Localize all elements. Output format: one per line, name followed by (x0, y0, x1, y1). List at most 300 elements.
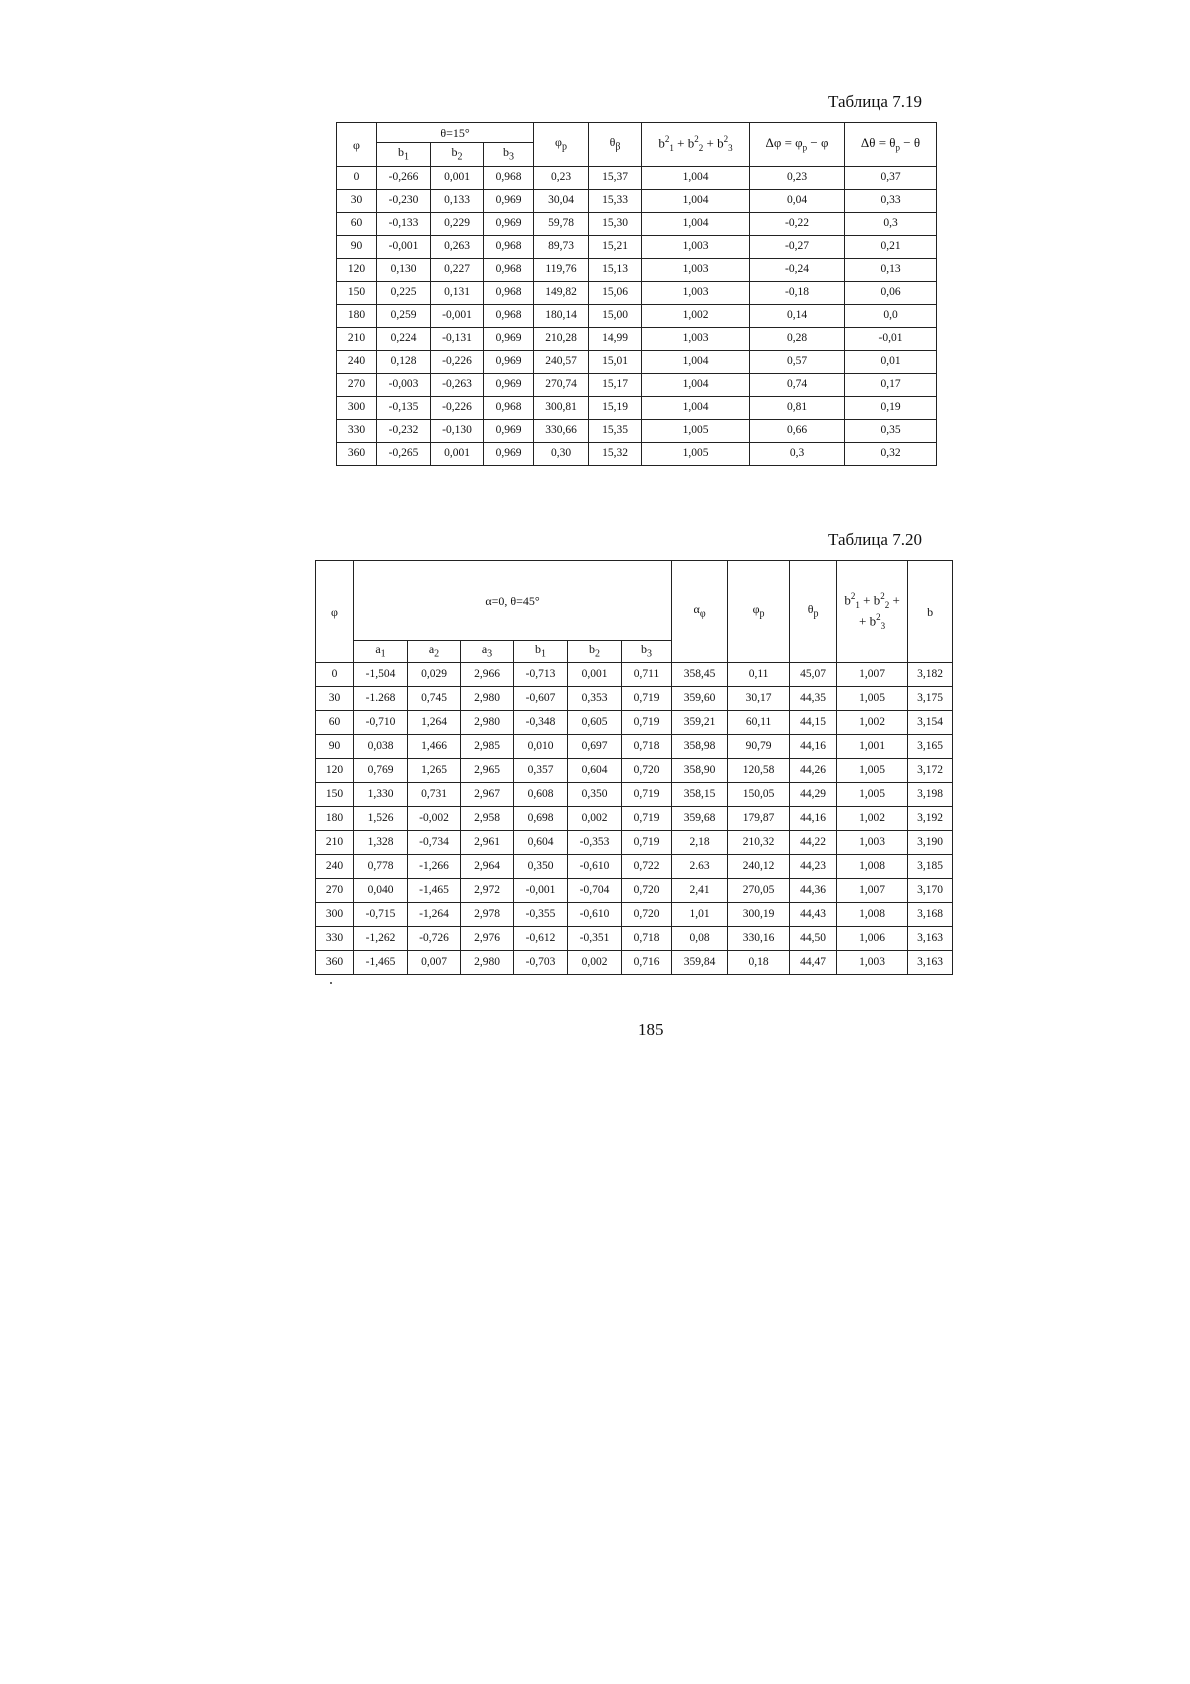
table-cell: 0,040 (354, 879, 408, 903)
table-cell: 0,21 (845, 236, 937, 259)
table-cell: 0,133 (431, 190, 484, 213)
table-cell: 1,003 (642, 282, 750, 305)
table-cell: 0,010 (514, 735, 568, 759)
table-cell: 359,21 (672, 711, 728, 735)
table-row (337, 374, 937, 397)
table-row (337, 259, 937, 282)
b2-header: $b_2$ (568, 641, 622, 663)
table-cell: 0,28 (750, 328, 845, 351)
table-row (316, 783, 953, 807)
table-cell: 120 (316, 759, 354, 783)
table-cell: 0,001 (431, 167, 484, 190)
table-cell: 1,003 (642, 259, 750, 282)
table-cell: -0,734 (408, 831, 461, 855)
table-cell: -0,353 (568, 831, 622, 855)
table-cell: 1,005 (837, 687, 908, 711)
table-cell: 240,57 (534, 351, 589, 374)
table-cell: 1,007 (837, 879, 908, 903)
table-cell: 2,964 (461, 855, 514, 879)
table-cell: 0,969 (484, 190, 534, 213)
table-cell: -0,001 (377, 236, 431, 259)
table-cell: -0,704 (568, 879, 622, 903)
table-cell: 300,81 (534, 397, 589, 420)
table-cell: 15,00 (589, 305, 642, 328)
table-cell: 44,50 (790, 927, 837, 951)
table-cell: 0,769 (354, 759, 408, 783)
table-cell: 2,985 (461, 735, 514, 759)
table-cell: 270 (337, 374, 377, 397)
table-cell: 0,32 (845, 443, 937, 466)
table-cell: 0,350 (568, 783, 622, 807)
table-cell: 210 (316, 831, 354, 855)
table-cell: 0,08 (672, 927, 728, 951)
table-cell: 0,13 (845, 259, 937, 282)
table-cell: 0,969 (484, 443, 534, 466)
table-cell: -0,001 (514, 879, 568, 903)
table-row (316, 687, 953, 711)
table-cell: 44,15 (790, 711, 837, 735)
table-cell: 1,002 (642, 305, 750, 328)
table-cell: 0,002 (568, 807, 622, 831)
table-cell: 270,74 (534, 374, 589, 397)
table-cell: 30,17 (728, 687, 790, 711)
table-row (337, 351, 937, 374)
table-cell: 0,698 (514, 807, 568, 831)
table-cell: 3,154 (908, 711, 953, 735)
table-cell: 15,37 (589, 167, 642, 190)
table-cell: 1,001 (837, 735, 908, 759)
table-cell: 2,980 (461, 951, 514, 975)
table-cell: 0,04 (750, 190, 845, 213)
table-row (337, 190, 937, 213)
table-cell: 0,81 (750, 397, 845, 420)
theta-group-header: θ=15° (377, 123, 534, 143)
table-cell: 0,128 (377, 351, 431, 374)
table-cell: 0,33 (845, 190, 937, 213)
table-cell: 44,43 (790, 903, 837, 927)
table-cell: 300 (337, 397, 377, 420)
table-cell: -1.268 (354, 687, 408, 711)
table-cell: 330,16 (728, 927, 790, 951)
table-cell: 2,966 (461, 663, 514, 687)
table-cell: 2,41 (672, 879, 728, 903)
table-cell: 0,130 (377, 259, 431, 282)
table-cell: 358,90 (672, 759, 728, 783)
table-row (316, 711, 953, 735)
table-cell: 1,004 (642, 213, 750, 236)
table-cell: 0,18 (728, 951, 790, 975)
table-cell: 0,66 (750, 420, 845, 443)
table-cell: 1,004 (642, 374, 750, 397)
table-cell: -0,001 (431, 305, 484, 328)
table-cell: 1,007 (837, 663, 908, 687)
table-cell: -0,726 (408, 927, 461, 951)
table-cell: 60 (337, 213, 377, 236)
table-cell: 240 (316, 855, 354, 879)
table-cell: 1,003 (837, 951, 908, 975)
table-cell: 330 (316, 927, 354, 951)
table-cell: 90,79 (728, 735, 790, 759)
table-cell: 120,58 (728, 759, 790, 783)
table-cell: 3,168 (908, 903, 953, 927)
table-cell: 44,35 (790, 687, 837, 711)
table-cell: 60 (316, 711, 354, 735)
table-cell: 15,30 (589, 213, 642, 236)
delta-theta-header: $\Delta\theta = \theta_p - \theta$ (845, 123, 937, 167)
table-row (337, 305, 937, 328)
table-cell: -0,263 (431, 374, 484, 397)
table-cell: 0,718 (622, 927, 672, 951)
page-number: 185 (638, 1020, 664, 1039)
table-cell: 1,526 (354, 807, 408, 831)
table-cell: 15,19 (589, 397, 642, 420)
table-cell: 300,19 (728, 903, 790, 927)
table-row (316, 831, 953, 855)
table-cell: 359,60 (672, 687, 728, 711)
table-cell: 1,005 (642, 420, 750, 443)
table-cell: -0,130 (431, 420, 484, 443)
table-cell: 45,07 (790, 663, 837, 687)
table-cell: -0,18 (750, 282, 845, 305)
table-cell: 300 (316, 903, 354, 927)
table-cell: 0,224 (377, 328, 431, 351)
table-cell: 30,04 (534, 190, 589, 213)
table-cell: 210,28 (534, 328, 589, 351)
b2-header: $b_2$ (431, 143, 484, 167)
table-cell: 2,976 (461, 927, 514, 951)
phip-header: $\varphi_p$ (728, 561, 790, 663)
table-cell: 240 (337, 351, 377, 374)
table-cell: 0,30 (534, 443, 589, 466)
table-cell: 3,172 (908, 759, 953, 783)
table-cell: 2,980 (461, 711, 514, 735)
sum-squares-header: $b^2_1 + b^2_2 + b^2_3$ (642, 123, 750, 167)
table-cell: 3,163 (908, 951, 953, 975)
table-cell: 0,131 (431, 282, 484, 305)
table-cell: 0,697 (568, 735, 622, 759)
table-7-19-caption: Таблица 7.19 (828, 92, 922, 111)
table-cell: 44,16 (790, 735, 837, 759)
table-cell: 0,57 (750, 351, 845, 374)
table-cell: 0,029 (408, 663, 461, 687)
a1-header: $a_1$ (354, 641, 408, 663)
table-cell: 358,98 (672, 735, 728, 759)
table-cell: 0,259 (377, 305, 431, 328)
table-cell: 150 (316, 783, 354, 807)
table-cell: -0,351 (568, 927, 622, 951)
table-cell: 2,967 (461, 783, 514, 807)
table-cell: 15,17 (589, 374, 642, 397)
table-cell: 14,99 (589, 328, 642, 351)
table-cell: 0,968 (484, 397, 534, 420)
table-cell: -0,610 (568, 903, 622, 927)
table-cell: 180 (316, 807, 354, 831)
table-cell: 1,330 (354, 783, 408, 807)
table-cell: -0,266 (377, 167, 431, 190)
b1-header: $b_1$ (377, 143, 431, 167)
table-7-19 (336, 122, 937, 466)
table-cell: 0,969 (484, 351, 534, 374)
table-cell: 0,17 (845, 374, 937, 397)
table-cell: 3,192 (908, 807, 953, 831)
table-cell: 0,711 (622, 663, 672, 687)
table-row (337, 420, 937, 443)
table-cell: 240,12 (728, 855, 790, 879)
table-cell: 90 (337, 236, 377, 259)
table-cell: 3,163 (908, 927, 953, 951)
table-row (337, 213, 937, 236)
table-cell: 3,182 (908, 663, 953, 687)
table-cell: 1,005 (642, 443, 750, 466)
table-cell: -0,01 (845, 328, 937, 351)
table-cell: -0,232 (377, 420, 431, 443)
table-cell: 0,353 (568, 687, 622, 711)
table-cell: 0,11 (728, 663, 790, 687)
table-cell: 0,731 (408, 783, 461, 807)
table-cell: 210,32 (728, 831, 790, 855)
table-cell: -1,465 (408, 879, 461, 903)
a2-header: $a_2$ (408, 641, 461, 663)
thetap-header: $\theta_\beta$ (589, 123, 642, 167)
table-row (316, 759, 953, 783)
table-cell: 2,978 (461, 903, 514, 927)
table-cell: 0,14 (750, 305, 845, 328)
table-row (337, 397, 937, 420)
table-cell: 0,01 (845, 351, 937, 374)
table-7-20 (315, 560, 953, 975)
table-cell: 0,968 (484, 259, 534, 282)
table-row (337, 282, 937, 305)
table-cell: 1,003 (642, 236, 750, 259)
table-cell: 270,05 (728, 879, 790, 903)
table-cell: 358,15 (672, 783, 728, 807)
table-cell: 0,007 (408, 951, 461, 975)
table-cell: 119,76 (534, 259, 589, 282)
table-cell: 59,78 (534, 213, 589, 236)
table-cell: 180 (337, 305, 377, 328)
table-cell: 0,968 (484, 305, 534, 328)
alphap-header: $\alpha_\varphi$ (672, 561, 728, 663)
table-cell: 0,745 (408, 687, 461, 711)
table-cell: 0,23 (534, 167, 589, 190)
a3-header: $a_3$ (461, 641, 514, 663)
table-cell: 15,21 (589, 236, 642, 259)
table-row (316, 807, 953, 831)
table-cell: 0,604 (568, 759, 622, 783)
table-cell: 1,005 (837, 759, 908, 783)
table-cell: 1,002 (837, 711, 908, 735)
table-cell: 1,01 (672, 903, 728, 927)
b1-header: $b_1$ (514, 641, 568, 663)
table-cell: 2,972 (461, 879, 514, 903)
scan-speck (330, 982, 332, 984)
table-cell: -1,266 (408, 855, 461, 879)
table-cell: -0,230 (377, 190, 431, 213)
table-cell: 15,01 (589, 351, 642, 374)
table-cell: 2,961 (461, 831, 514, 855)
table-cell: 15,32 (589, 443, 642, 466)
table-cell: 1,264 (408, 711, 461, 735)
table-cell: 330,66 (534, 420, 589, 443)
table-cell: 3,165 (908, 735, 953, 759)
table-cell: 0,720 (622, 879, 672, 903)
table-cell: 1,003 (642, 328, 750, 351)
table-row (316, 903, 953, 927)
table-cell: -0,27 (750, 236, 845, 259)
table-cell: 179,87 (728, 807, 790, 831)
table-cell: 358,45 (672, 663, 728, 687)
table-cell: 1,265 (408, 759, 461, 783)
table-cell: 1,328 (354, 831, 408, 855)
table-cell: 0,968 (484, 236, 534, 259)
table-cell: -1,465 (354, 951, 408, 975)
table-cell: 3,170 (908, 879, 953, 903)
alpha-theta-group-header: α=0, θ=45° (354, 561, 672, 641)
table-cell: -0,24 (750, 259, 845, 282)
table-cell: 0,720 (622, 759, 672, 783)
table-cell: 44,26 (790, 759, 837, 783)
table-cell: 15,13 (589, 259, 642, 282)
table-cell: -0,610 (568, 855, 622, 879)
table-cell: 1,008 (837, 855, 908, 879)
table-cell: 1,002 (837, 807, 908, 831)
table-cell: 0,720 (622, 903, 672, 927)
table-row (316, 927, 953, 951)
table-row (316, 735, 953, 759)
table-cell: 1,005 (837, 783, 908, 807)
table-cell: 30 (337, 190, 377, 213)
table-cell: 0,229 (431, 213, 484, 236)
table-cell: 0,968 (484, 282, 534, 305)
table-cell: 0,778 (354, 855, 408, 879)
table-cell: -1,504 (354, 663, 408, 687)
phi-header: φ (316, 561, 354, 663)
table-cell: 359,84 (672, 951, 728, 975)
table-cell: 0 (337, 167, 377, 190)
table-cell: 0,719 (622, 687, 672, 711)
table-cell: -0,612 (514, 927, 568, 951)
table-cell: 210 (337, 328, 377, 351)
table-cell: -0,703 (514, 951, 568, 975)
table-cell: -0,348 (514, 711, 568, 735)
table-cell: 3,190 (908, 831, 953, 855)
table-cell: 0,0 (845, 305, 937, 328)
table-cell: 15,33 (589, 190, 642, 213)
table-cell: 0,608 (514, 783, 568, 807)
table-cell: 0,35 (845, 420, 937, 443)
table-cell: -0,003 (377, 374, 431, 397)
table-cell: 0,3 (845, 213, 937, 236)
table-cell: 0,968 (484, 167, 534, 190)
table-cell: 2,980 (461, 687, 514, 711)
b-header: b (908, 561, 953, 663)
table-cell: 180,14 (534, 305, 589, 328)
table-cell: 330 (337, 420, 377, 443)
table-cell: 0,37 (845, 167, 937, 190)
table-cell: -0,710 (354, 711, 408, 735)
table-cell: 0,357 (514, 759, 568, 783)
table-cell: 1,003 (837, 831, 908, 855)
b3-header: $b_3$ (484, 143, 534, 167)
table-cell: -0,713 (514, 663, 568, 687)
table-cell: -1,264 (408, 903, 461, 927)
table-cell: 120 (337, 259, 377, 282)
table-cell: 89,73 (534, 236, 589, 259)
table-cell: -0,22 (750, 213, 845, 236)
table-cell: 0,604 (514, 831, 568, 855)
table-cell: 15,06 (589, 282, 642, 305)
phi-header: φ (337, 123, 377, 167)
table-cell: 0,06 (845, 282, 937, 305)
table-cell: 0,719 (622, 783, 672, 807)
table-cell: 0,722 (622, 855, 672, 879)
table-cell: 0,002 (568, 951, 622, 975)
table-row (316, 879, 953, 903)
table-cell: 0,969 (484, 420, 534, 443)
table-cell: 3,198 (908, 783, 953, 807)
table-cell: 0,3 (750, 443, 845, 466)
table-cell: 0,263 (431, 236, 484, 259)
table-cell: -0,355 (514, 903, 568, 927)
table-cell: 1,008 (837, 903, 908, 927)
b3-header: $b_3$ (622, 641, 672, 663)
table-cell: 44,16 (790, 807, 837, 831)
table-cell: 1,004 (642, 351, 750, 374)
table-cell: 360 (316, 951, 354, 975)
table-row (337, 236, 937, 259)
table-cell: 0,719 (622, 831, 672, 855)
table-cell: 44,29 (790, 783, 837, 807)
table-cell: 1,004 (642, 397, 750, 420)
table-cell: 3,175 (908, 687, 953, 711)
table-cell: 0,19 (845, 397, 937, 420)
table-cell: 2,18 (672, 831, 728, 855)
table-cell: 90 (316, 735, 354, 759)
table-row (337, 328, 937, 351)
table-cell: 44,47 (790, 951, 837, 975)
table-cell: 44,22 (790, 831, 837, 855)
table-cell: 0,719 (622, 807, 672, 831)
sum-squares-header: $b^2_1 + b^2_2$ + + $b^2_3$ (837, 561, 908, 663)
table-cell: 0,718 (622, 735, 672, 759)
table-cell: 44,23 (790, 855, 837, 879)
table-cell: 1,006 (837, 927, 908, 951)
table-cell: 359,68 (672, 807, 728, 831)
table-cell: 15,35 (589, 420, 642, 443)
table-row (337, 443, 937, 466)
table-cell: 270 (316, 879, 354, 903)
table-cell: 0 (316, 663, 354, 687)
table-cell: -1,262 (354, 927, 408, 951)
table-7-20-caption: Таблица 7.20 (828, 530, 922, 549)
table-cell: 0,605 (568, 711, 622, 735)
table-cell: 0,969 (484, 328, 534, 351)
phip-header: $\varphi_p$ (534, 123, 589, 167)
table-cell: -0,607 (514, 687, 568, 711)
table-cell: 0,719 (622, 711, 672, 735)
table-cell: 30 (316, 687, 354, 711)
table-cell: 0,74 (750, 374, 845, 397)
table-cell: 2,958 (461, 807, 514, 831)
table-cell: 0,969 (484, 213, 534, 236)
table-cell: 1,466 (408, 735, 461, 759)
table-cell: 0,23 (750, 167, 845, 190)
table-cell: 0,227 (431, 259, 484, 282)
table-cell: -0,715 (354, 903, 408, 927)
table-row (316, 951, 953, 975)
table-cell: 44,36 (790, 879, 837, 903)
table-cell: 2.63 (672, 855, 728, 879)
